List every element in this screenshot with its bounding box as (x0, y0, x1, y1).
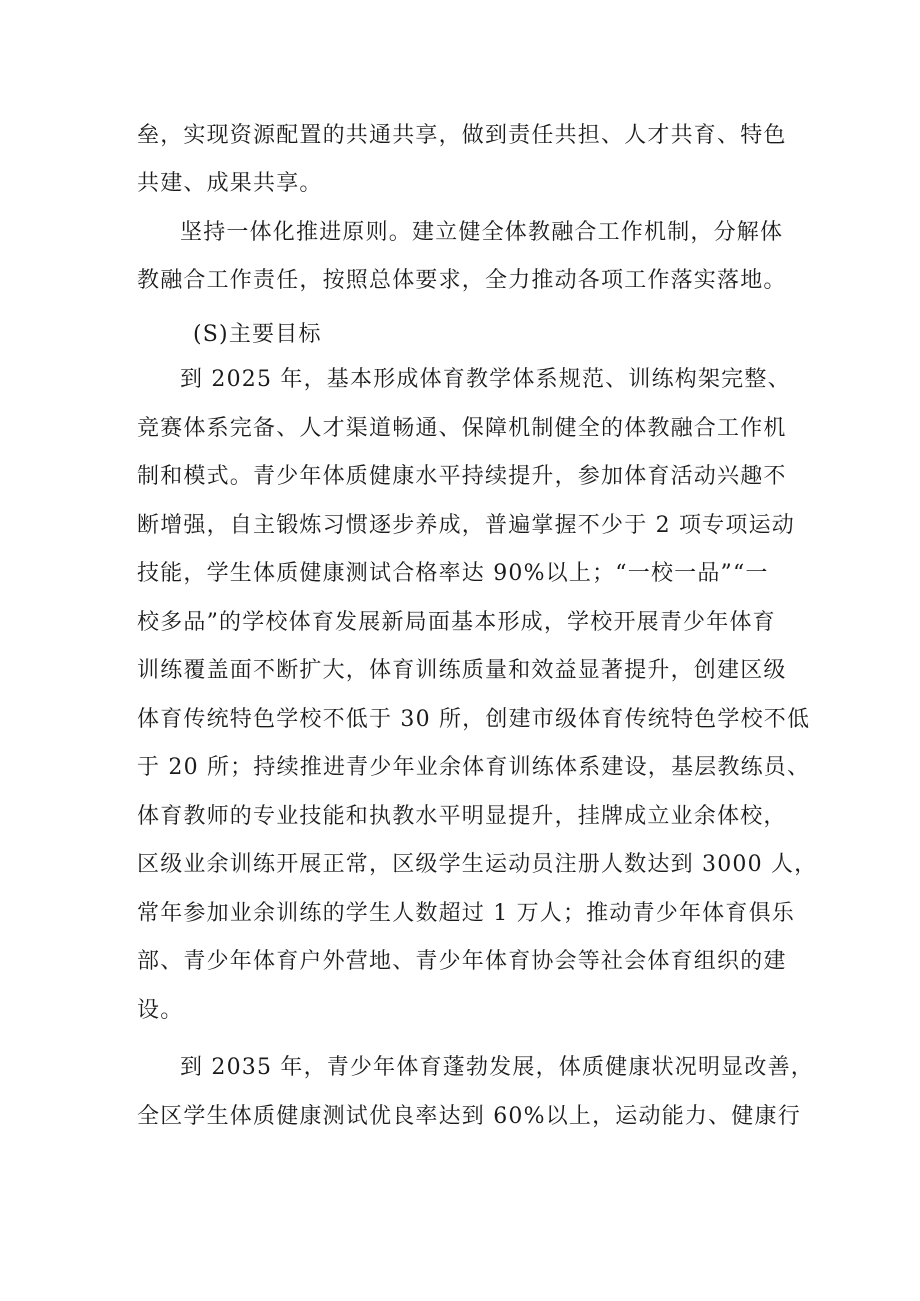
text-line: 竞赛体系完备、人才渠道畅通、保障机制健全的体教融合工作机 (137, 416, 787, 441)
text-line: 到 2035 年，青少年体育蓬勃发展，体质健康状况明显改善， (180, 1055, 814, 1080)
text-line: 常年参加业余训练的学生人数超过 1 万人；推动青少年体育俱乐 (137, 901, 795, 926)
text-line: 部、青少年体育户外营地、青少年体育协会等社会体育组织的建 (137, 949, 787, 974)
text-line: 区级业余训练开展正常，区级学生运动员注册人数达到 3000 人， (137, 852, 818, 877)
text-line: 体育教师的专业技能和执教水平明显提升，挂牌成立业余体校， (137, 804, 787, 829)
text-line: 训练覆盖面不断扩大，体育训练质量和效益显著提升，创建区级 (137, 658, 787, 683)
text-line: 坚持一体化推进原则。建立健全体教融合工作机制，分解体 (180, 220, 784, 245)
text-line: 教融合工作责任，按照总体要求，全力推动各项工作落实落地。 (137, 268, 787, 293)
text-line: 体育传统特色学校不低于 30 所，创建市级体育传统特色学校不低 (137, 707, 811, 732)
text-line: 断增强，自主锻炼习惯逐步养成，普遍掌握不少于 2 项专项运动 (137, 513, 795, 538)
text-line: 设。 (137, 998, 184, 1023)
text-line: 垒，实现资源配置的共通共享，做到责任共担、人才共育、特色 (137, 123, 787, 148)
text-line: 于 20 所；持续推进青少年业余体育训练体系建设，基层教练员、 (137, 755, 811, 780)
text-line: 共建、成果共享。 (137, 171, 323, 196)
text-line: 校多品”的学校体育发展新局面基本形成，学校开展青少年体育 (137, 610, 776, 635)
text-line: 技能，学生体质健康测试合格率达 90%以上；“一校一品”“一 (137, 561, 769, 586)
text-line: 到 2025 年，基本形成体育教学体系规范、训练构架完整、 (180, 367, 791, 392)
section-heading: (S)主要目标 (193, 322, 322, 347)
text-line: 制和模式。青少年体质健康水平持续提升，参加体育活动兴趣不 (137, 464, 787, 489)
text-line: 全区学生体质健康测试优良率达到 60%以上，运动能力、健康行 (137, 1104, 801, 1129)
